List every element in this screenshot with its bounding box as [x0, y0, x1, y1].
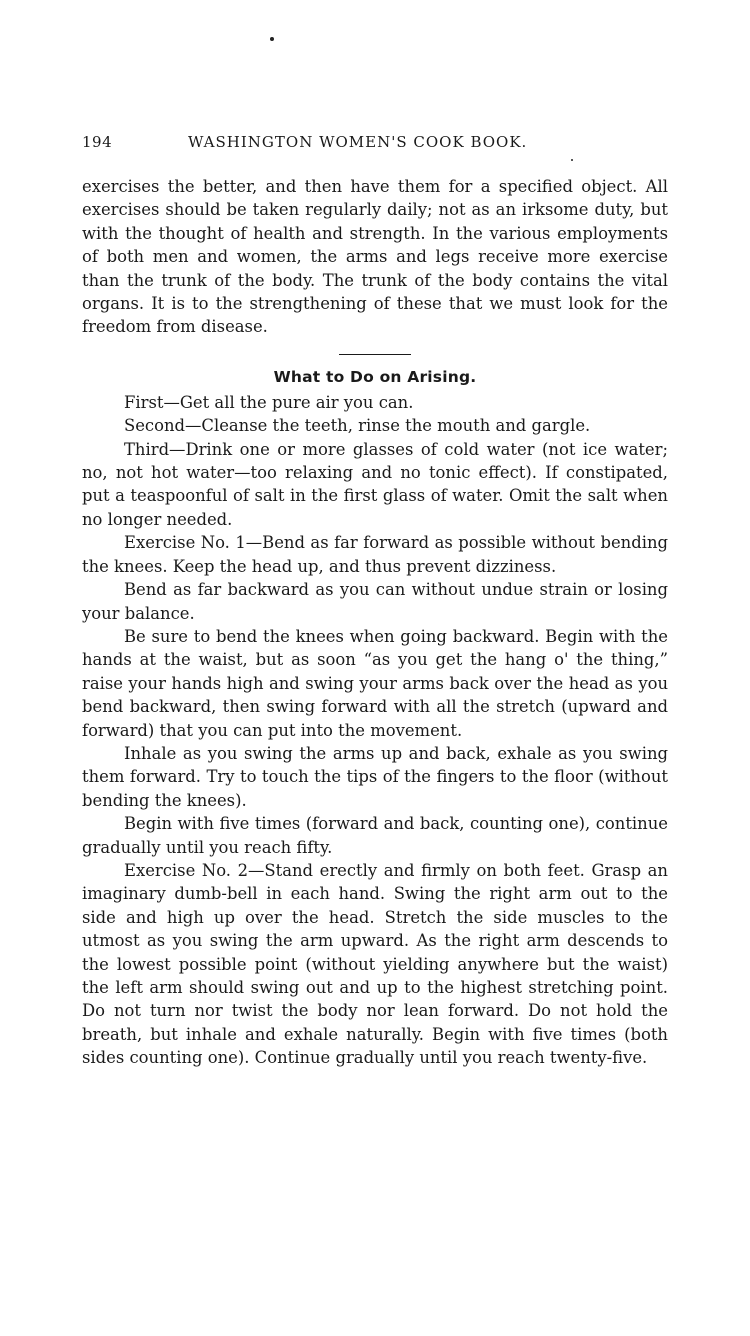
- paragraph-first: First—Get all the pure air you can.: [124, 392, 414, 412]
- paragraph-third: Third—Drink one or more glasses of cold water (not ice water; no, not hot water—too relaxing and no tonic effect). If constipated, put a teaspoonful of salt in the first glass of water. Omit the salt when no longer needed.: [82, 439, 668, 529]
- paragraph-inhale: Inhale as you swing the arms up and back, exhale as you swing them forward. Try to touch the tips of the fingers to the floor (without bending the knees).: [82, 743, 668, 810]
- intro-paragraph: exercises the better, and then have them for a specified object. All exercises should be taken regularly daily; not as an irksome duty, but with the thought of health and strength. In the various employments of both men and women, the arms and legs receive more exercise than the trunk of the body. The trunk of the body contains the vital organs. It is to the strengthening of these that we must look for the freedom from disease.: [82, 177, 668, 337]
- paragraph-exercise-2: Exercise No. 2—Stand erectly and firmly on both feet. Grasp an imaginary dumb-bell in each hand. Swing the right arm out to the side and high up over the head. Stretch the side muscles to the utmost as you swing the arm upward. As the right arm descends to the lowest possible point (without yielding anywhere but the waist) the left arm should swing out and up to the highest stretching point. Do not turn nor twist the body nor lean forward. Do not hold the breath, but inhale and exhale naturally. Begin with five times (both sides counting one). Continue gradually until you reach twenty-five.: [82, 860, 668, 1068]
- paragraph-bend-knees: Be sure to bend the knees when going backward. Begin with the hands at the waist, but as soon “as you get the hang o' the thing,” raise your hands high and swing your arms back over the head as you bend backward, then swing forward with all the stretch (upward and forward) that you can put into the movement.: [82, 626, 668, 740]
- running-head: [82, 133, 668, 153]
- section-divider: [339, 354, 411, 355]
- page-number: 194: [82, 133, 113, 151]
- print-speck: [571, 159, 573, 161]
- page-body: [82, 175, 668, 1070]
- section-heading: What to Do on Arising.: [273, 367, 477, 386]
- paragraph-repetitions: Begin with five times (forward and back, counting one), continue gradually until you reach fifty.: [82, 814, 668, 857]
- paragraph-second: Second—Cleanse the teeth, rinse the mouth and gargle.: [124, 416, 591, 436]
- paragraph-bend-backward: Bend as far backward as you can without undue strain or losing your balance.: [82, 580, 668, 623]
- running-title: WASHINGTON WOMEN'S COOK BOOK.: [188, 133, 528, 151]
- print-speck: [270, 37, 274, 41]
- paragraph-exercise-1: Exercise No. 1—Bend as far forward as possible without bending the knees. Keep the head up, and thus prevent dizziness.: [82, 533, 668, 576]
